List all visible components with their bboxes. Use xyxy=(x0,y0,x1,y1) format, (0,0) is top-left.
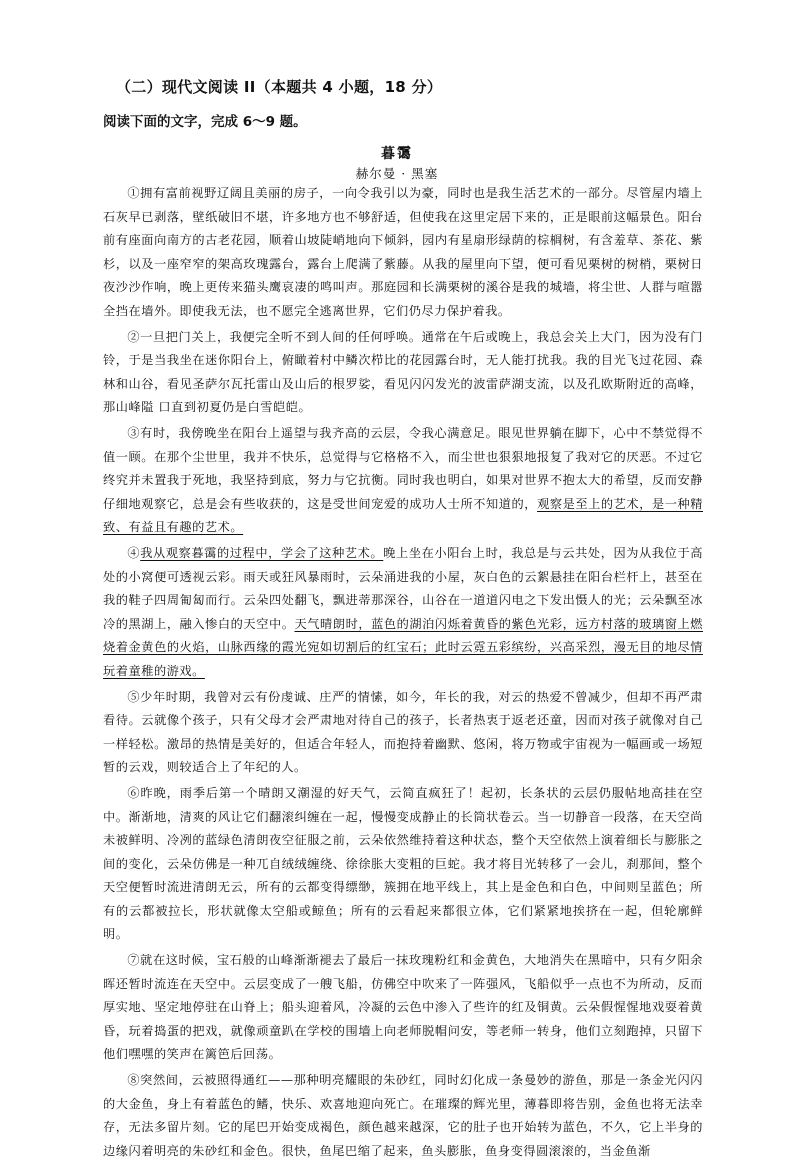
section-title: （二）现代文阅读 II（本题共 4 小题，18 分） xyxy=(116,78,443,96)
essay-paragraph xyxy=(103,326,703,420)
underlined-sentence: 我从观察暮霭的过程中，学会了这种艺术。 xyxy=(140,546,384,561)
essay-paragraph xyxy=(103,1069,703,1163)
reading-instruction: 阅读下面的文字，完成 6～9 题。 xyxy=(103,114,307,130)
paragraph-text: 晚上坐在小阳台上时，我总是与云共处，因为从我位于高处的小窝便可透视云彩。雨天或狂风暴雨时，云朵涌进我的小屋，灰白色的云絮悬挂在阳台栏杆上，甚至在我的鞋子四周匍匐而行。云朵四处翻飞，飘进蒂那深谷，山谷在一道道闪电之下发出慑人的光；云朵飘至冰冷的黑湖上，融入惨白的天空中。 xyxy=(103,546,703,631)
essay-author: 赫尔曼 · 黑塞 xyxy=(355,166,439,181)
paragraph-text: ④ xyxy=(127,546,141,561)
essay-paragraph xyxy=(103,422,703,540)
essay-paragraph xyxy=(103,686,703,780)
essay-paragraph xyxy=(103,182,703,323)
paragraph-text: ③有时，我傍晚坐在阳台上遥望与我齐高的云层，令我心满意足。眼见世界躺在脚下，心中不禁觉得不值一顾。在那个尘世里，我并不快乐，总觉得与它格格不入，而尘世也狠狠地报复了我对它的厌恶。不过它终究并未置我于死地，我坚持到底，努力与它抗衡。同时我也明白，如果对世界不抱太大的希望，反而安静仔细地观察它，总是会有些收获的，这是受世间宠爱的成功人士所不知道的， xyxy=(103,426,703,511)
paragraph-text: ②一旦把门关上，我便完全听不到人间的任何呼唤。通常在午后或晚上，我总会关上大门，因为没有门铃，于是当我坐在迷你阳台上，俯瞰着村中鳞次栉比的花园露台时，无人能打扰我。我的目光飞过花园、森林和山谷，看见圣萨尔瓦托雷山及山后的根罗娑，看见闪闪发光的波雷萨湖支流，以及孔欧斯附近的高峰，那山峰隘 口直到初夏仍是白雪皑皑。 xyxy=(103,329,703,415)
essay-paragraph xyxy=(103,542,703,683)
essay-paragraph xyxy=(103,949,703,1067)
paragraph-text: ⑥昨晚，雨季后第一个晴朗又潮湿的好天气，云简直疯狂了！起初，长条状的云层仍服帖地高挂在空中。渐渐地，清爽的风让它们翻滚纠缠在一起，慢慢变成静止的长筒状卷云。当一切静音一段落，在天空尚未被鲜明、冷冽的蓝绿色清朗夜空征服之前，云朵依然维持着这种状态，整个天空依然上演着细长与膨胀之间的变化，云朵仿佛是一种兀自绒绒缠绕、徐徐胀大变粗的巨蛇。我才将目光转移了一会儿，刹那间，整个天空便暂时流进清朗无云，所有的云都变得缥缈，簇拥在地平线上，其上是金色和白色，中间则呈蓝色；所有的云都被拉长，形状就像太空船或鲸鱼；所有的云看起来都很立体，它们紧紧地挨挤在一起，但轮廓鲜明。 xyxy=(103,786,703,942)
underlined-sentence: 观察是至上的艺术，是一种精致、有益且有趣的艺术。 xyxy=(103,496,703,535)
paragraph-text: ⑧突然间，云被照得通红——那种明亮耀眼的朱砂红，同时幻化成一条曼妙的游鱼，那是一条金光闪闪的大金鱼，身上有着蓝色的鳍，快乐、欢喜地迎向死亡。在璀璨的辉光里，薄暮即将告别，金鱼也将无法幸存，无法多留片刻。它的尾巴开始变成褐色，颜色越来越深，它的肚子也开始转为蓝色，不久，它上半身的边缘闪着明亮的朱砂红和金色。很快，鱼尾巴缩了起来，鱼头膨胀，鱼身变得圆滚滚的，当金鱼渐 xyxy=(103,1073,703,1158)
essay-title: 暮霭 xyxy=(381,146,413,162)
paragraph-text: ①拥有富前视野辽阔且美丽的房子，一向令我引以为豪，同时也是我生活艺术的一部分。尽管屋内墙上石灰早已剥落，壁纸破旧不堪，许多地方也不够舒适，但使我在这里定居下来的，正是眼前这幅景色。阳台前有座面向南方的古老花园，顺着山坡陡峭地向下倾斜，园内有星扇形绿荫的棕榈树，有含羞草、茶花、紫杉，以及一座窄窄的架高玫瑰露台，露台上爬满了紫藤。从我的屋里向下望，便可看见栗树的树梢，栗树日夜沙沙作响，晚上更传来猫头鹰哀凄的鸣叫声。那庭园和长满栗树的溪谷是我的城墙，将尘世、人群与喧嚣全挡在墙外。即使我无法，也不愿完全逃离世界，它们仍尽力保护着我。 xyxy=(103,186,703,318)
paragraph-text: ⑦就在这时候，宝石般的山峰渐渐褪去了最后一抹玫瑰粉红和金黄色，大地消失在黑暗中，只有夕阳余晖还暂时流连在天空中。云层变成了一艘飞船，仿佛空中吹来了一阵强风，飞船似乎一点也不为所动，反而厚实地、坚定地停驻在山脊上；船头迎着风，冷凝的云色中渗入了些许的红及铜黄。云朵假惺惺地戏耍着黄昏，玩着捣蛋的把戏，就像顽童趴在学校的围墙上向老师脱帽问安，等老师一转身，他们立刻跑掉，只留下他们嘿嘿的笑声在篱笆后回荡。 xyxy=(103,953,703,1062)
essay-paragraph xyxy=(103,782,703,947)
paragraph-text: ⑤少年时期，我曾对云有份虔诚、庄严的情愫，如今，年长的我，对云的热爱不曾减少，但却不再严肃看待。云就像个孩子，只有父母才会严肃地对待自己的孩子，长者热衷于返老还童，因而对孩子就像对自己一样轻松。激昂的热情是美好的，但适合年轻人，而抱持着幽默、悠闲，将万物或宇宙视为一幅画或一场短暂的云戏，则较适合上了年纪的人。 xyxy=(103,689,703,775)
underlined-sentence: 天气晴朗时，蓝色的湖泊闪烁着黄昏的紫色光彩，远方村落的玻璃窗上燃烧着金黄色的火焰，山脉西缘的霞光宛如切割后的红宝石；此时云霓五彩缤纷，兴高采烈，漫无目的地尽情玩着童稚的游戏。 xyxy=(103,616,703,678)
essay-body xyxy=(103,182,703,1164)
